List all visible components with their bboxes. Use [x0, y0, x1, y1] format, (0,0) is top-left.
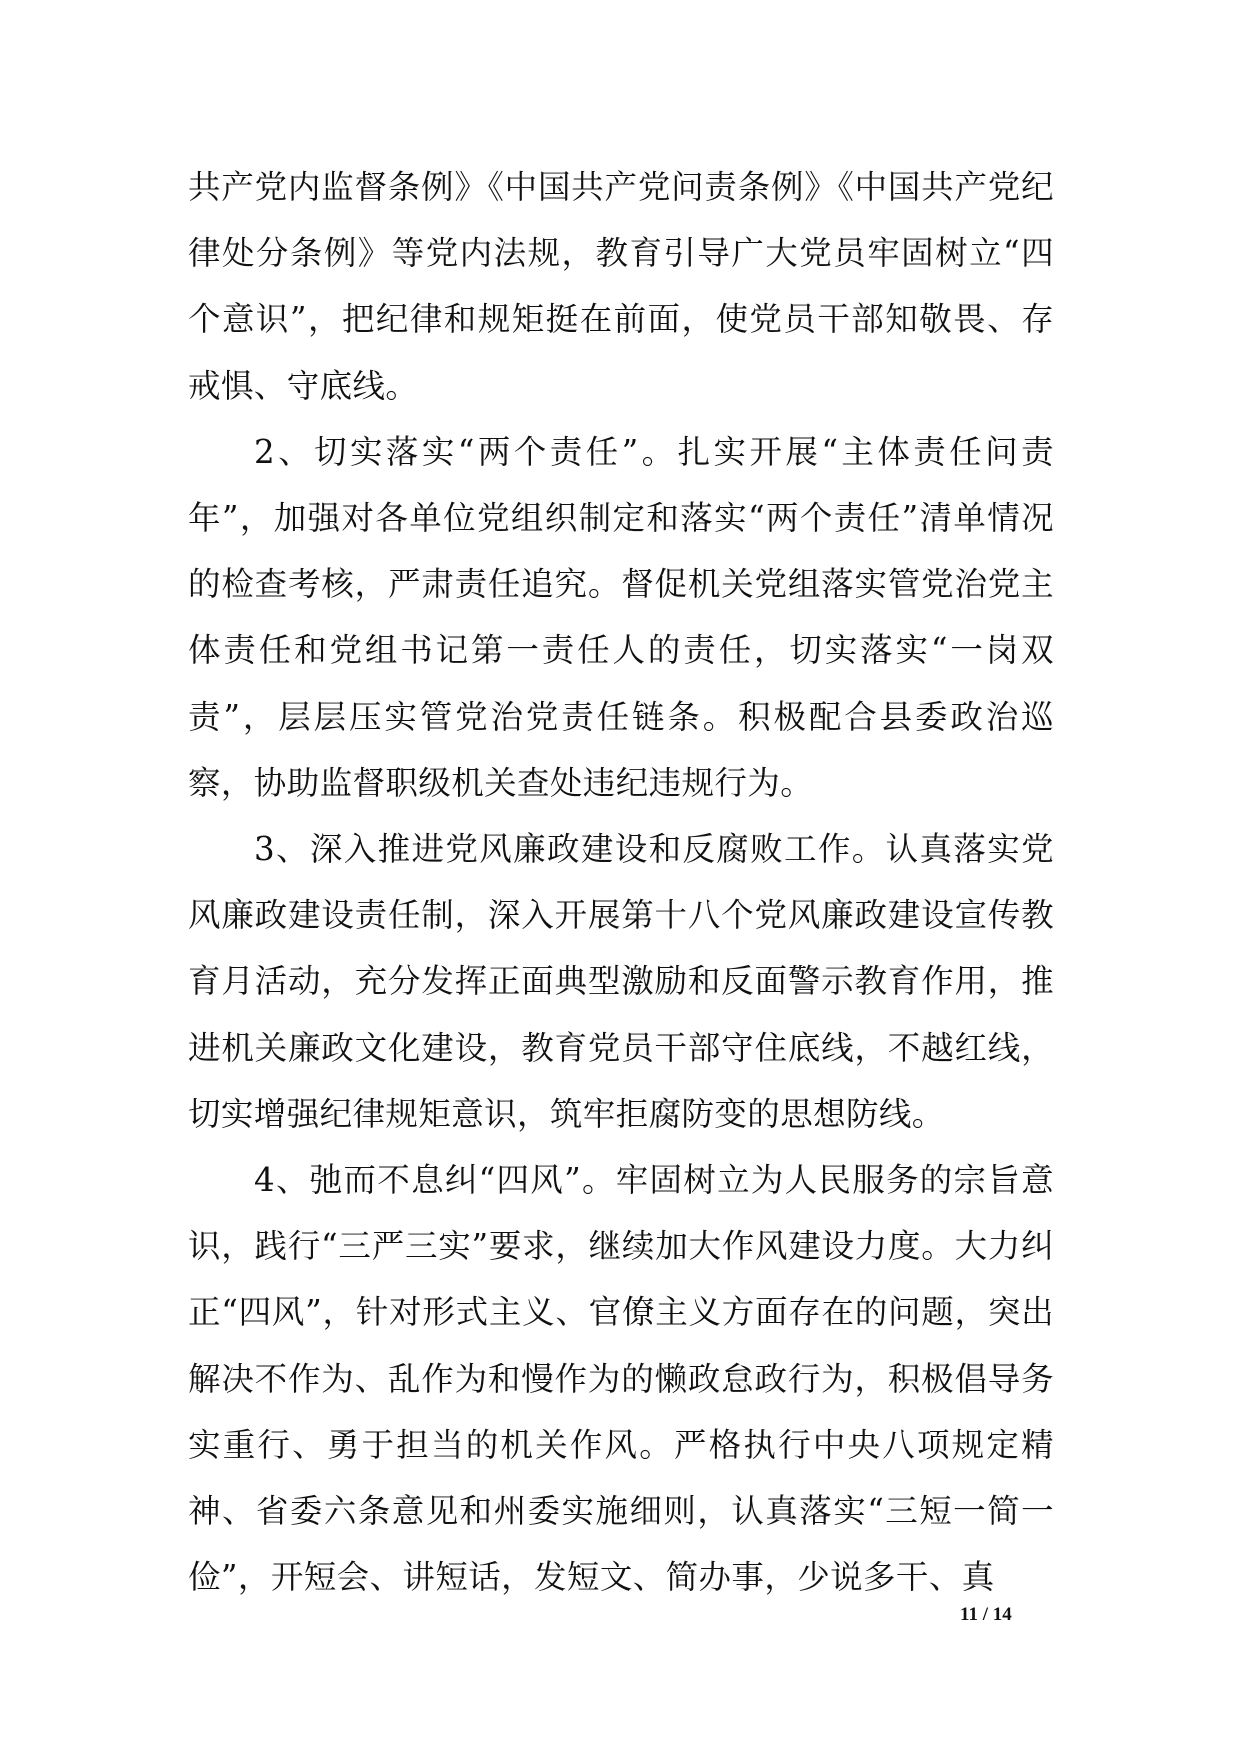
- paragraph-item-2: 2、切实落实“两个责任”。扎实开展“主体责任问责年”，加强对各单位党组织制定和落实“两个责任”清单情况的检查考核，严肃责任追究。督促机关党组落实管党治党主体责任和党组书记第一责任人的责任，切实落实“一岗双责”，层层压实管党治党责任链条。积极配合县委政治巡察，协助监督职级机关查处违纪违规行为。: [188, 432, 1054, 802]
- paragraph-item-3: 3、深入推进党风廉政建设和反腐败工作。认真落实党风廉政建设责任制，深入开展第十八个党风廉政建设宣传教育月活动，充分发挥正面典型激励和反面警示教育作用，推进机关廉政文化建设，教育党员干部守住底线，不越红线，切实增强纪律规矩意识，筑牢拒腐防变的思想防线。: [188, 830, 1054, 1133]
- body-text: [188, 154, 1054, 1610]
- page-number: 11 / 14: [960, 1604, 1012, 1625]
- paragraph-item-4: 4、弛而不息纠“四风”。牢固树立为人民服务的宗旨意识，践行“三严三实”要求，继续加大作风建设力度。大力纠正“四风”，针对形式主义、官僚主义方面存在的问题，突出解决不作为、乱作为和慢作为的懒政怠政行为，积极倡导务实重行、勇于担当的机关作风。严格执行中央八项规定精神、省委六条意见和州委实施细则，认真落实“三短一简一俭”，开短会、讲短话，发短文、简办事，少说多干、真: [188, 1161, 1054, 1597]
- paragraph-continuation: 共产党内监督条例》《中国共产党问责条例》《中国共产党纪律处分条例》等党内法规，教育引导广大党员牢固树立“四个意识”，把纪律和规矩挺在前面，使党员干部知敬畏、存戒惧、守底线。: [188, 168, 1054, 405]
